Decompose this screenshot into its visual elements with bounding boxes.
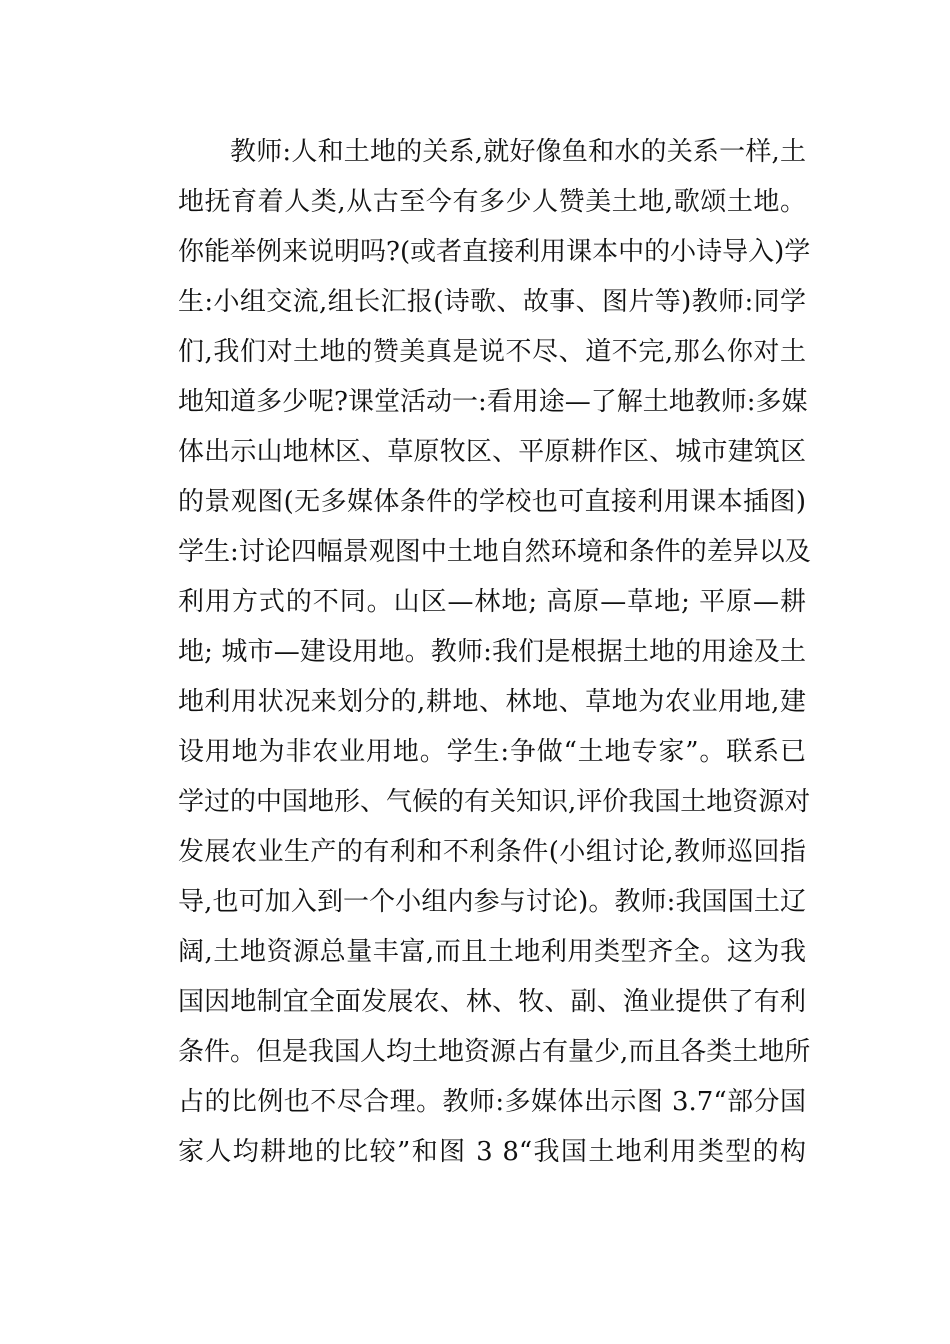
text-line: 导,也可加入到一个小组内参与讨论)。教师:我国国土辽	[178, 887, 806, 917]
body-paragraph	[178, 127, 811, 1177]
text-line: 你能举例来说明吗?(或者直接利用课本中的小诗导入)学	[178, 237, 811, 267]
text-line: 国因地制宜全面发展农、林、牧、副、渔业提供了有利	[178, 987, 806, 1017]
text-line: 设用地为非农业用地。学生:争做“土地专家”。联系已	[178, 737, 806, 767]
text-line: 地; 城市—建设用地。教师:我们是根据土地的用途及土	[178, 637, 806, 667]
text-line: 学生:讨论四幅景观图中土地自然环境和条件的差异以及	[178, 537, 811, 567]
text-line: 教师:人和土地的关系,就好像鱼和水的关系一样,土	[230, 137, 806, 167]
text-line: 利用方式的不同。山区—林地; 高原—草地; 平原—耕	[178, 587, 806, 617]
text-line: 的景观图(无多媒体条件的学校也可直接利用课本插图)	[178, 487, 806, 517]
text-line: 生:小组交流,组长汇报(诗歌、故事、图片等)教师:同学	[178, 287, 806, 317]
text-line: 们,我们对土地的赞美真是说不尽、道不完,那么你对土	[178, 337, 806, 367]
text-line: 家人均耕地的比较”和图 3 8“我国土地利用类型的构	[178, 1137, 806, 1167]
text-line: 阔,土地资源总量丰富,而且土地利用类型齐全。这为我	[178, 937, 806, 967]
text-line: 学过的中国地形、气候的有关知识,评价我国土地资源对	[178, 787, 811, 817]
text-line: 占的比例也不尽合理。教师:多媒体出示图 3.7“部分国	[178, 1087, 806, 1117]
text-line: 地利用状况来划分的,耕地、林地、草地为农业用地,建	[178, 687, 806, 717]
text-line: 地知道多少呢?课堂活动一:看用途—了解土地教师:多媒	[178, 387, 808, 417]
text-line: 地抚育着人类,从古至今有多少人赞美土地,歌颂土地。	[178, 187, 806, 217]
text-line: 条件。但是我国人均土地资源占有量少,而且各类土地所	[178, 1037, 811, 1067]
text-line: 体出示山地林区、草原牧区、平原耕作区、城市建筑区	[178, 437, 806, 467]
text-line: 发展农业生产的有利和不利条件(小组讨论,教师巡回指	[178, 837, 806, 867]
